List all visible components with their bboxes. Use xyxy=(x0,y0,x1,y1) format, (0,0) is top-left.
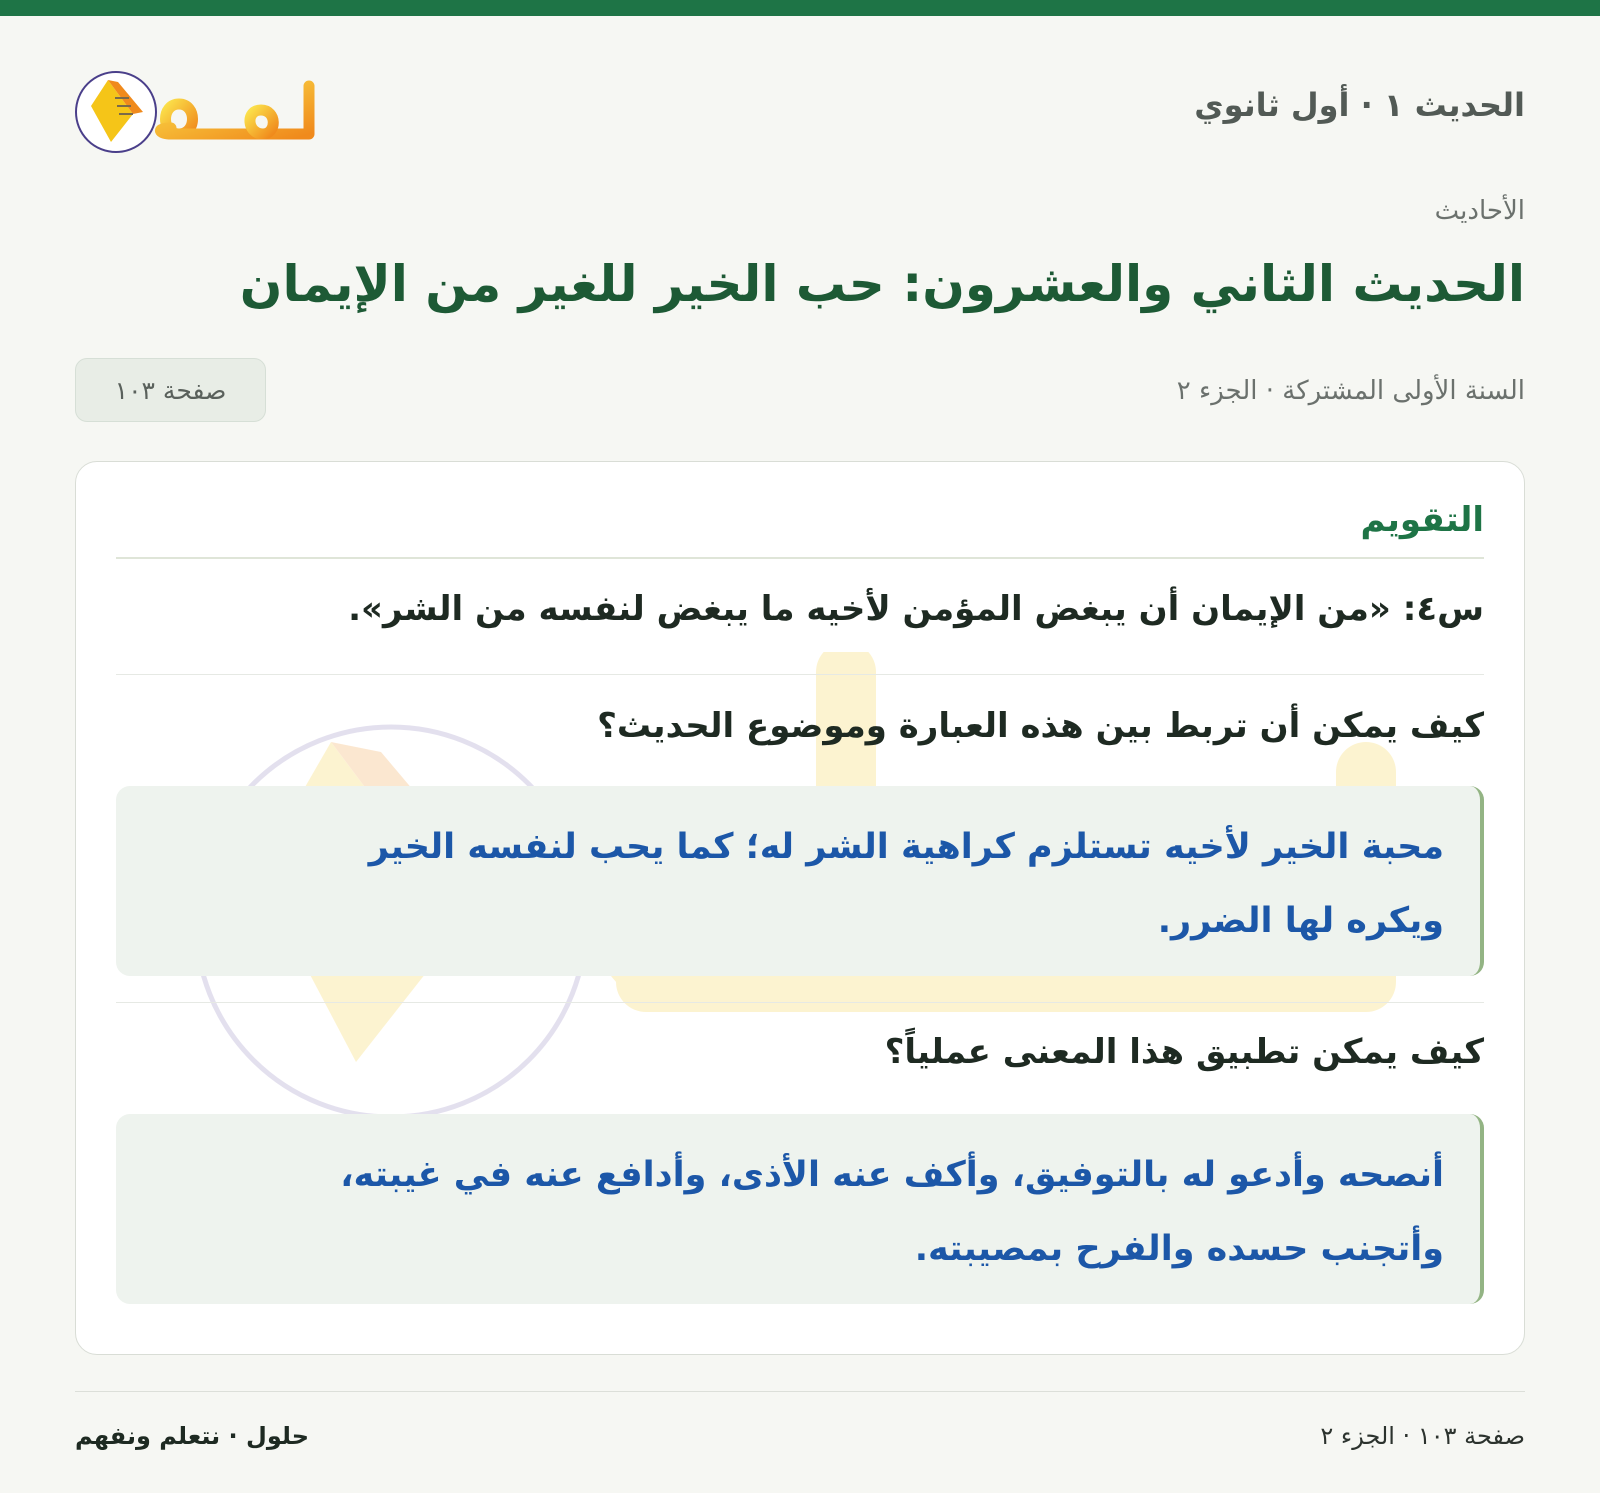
answer-2-line-1: أنصحه وأدعو له بالتوفيق، وأكف عنه الأذى، وأدافع عنه في غيبته، xyxy=(340,1155,1444,1195)
question-text: س٤: «من الإيمان أن يبغض المؤمن لأخيه ما يبغض لنفسه من الشر». xyxy=(348,589,1484,629)
section-title: التقويم xyxy=(1360,500,1484,540)
section-divider xyxy=(116,557,1484,559)
answer-box-2 xyxy=(116,1114,1484,1304)
answer-2-line-2: وأتجنب حسده والفرح بمصيبته. xyxy=(914,1229,1444,1269)
sub-question-2: كيف يمكن تطبيق هذا المعنى عملياً؟ xyxy=(884,1032,1484,1072)
evaluation-card xyxy=(75,461,1525,1355)
lesson-category: الأحاديث xyxy=(1434,196,1525,226)
book-logo-icon xyxy=(75,56,335,156)
answer-1-line-1: محبة الخير لأخيه تستلزم كراهية الشر له؛ كما يحب لنفسه الخير xyxy=(368,827,1444,867)
footer-brand: حلول · نتعلم ونفهم xyxy=(75,1422,309,1450)
sub-question-1: كيف يمكن أن تربط بين هذه العبارة وموضوع الحديث؟ xyxy=(597,706,1484,746)
page-number-badge xyxy=(75,358,266,422)
brand-logo[interactable] xyxy=(75,56,335,156)
lesson-meta: السنة الأولى المشتركة · الجزء ٢ xyxy=(1176,376,1525,406)
book-title: الحديث ١ · أول ثانوي xyxy=(1194,86,1525,124)
answer-box-1 xyxy=(116,786,1484,976)
footer-divider xyxy=(75,1391,1525,1392)
question-divider xyxy=(116,674,1484,675)
lesson-title: الحديث الثاني والعشرون: حب الخير للغير من الإيمان xyxy=(239,255,1525,313)
top-accent-bar xyxy=(0,0,1600,16)
footer-page-info: صفحة ١٠٣ · الجزء ٢ xyxy=(1320,1422,1525,1450)
answer-1-line-2: ويكره لها الضرر. xyxy=(1157,901,1444,941)
sub-question-divider xyxy=(116,1002,1484,1003)
page-header xyxy=(75,56,1525,156)
page-number-label: صفحة ١٠٣ xyxy=(114,375,227,405)
